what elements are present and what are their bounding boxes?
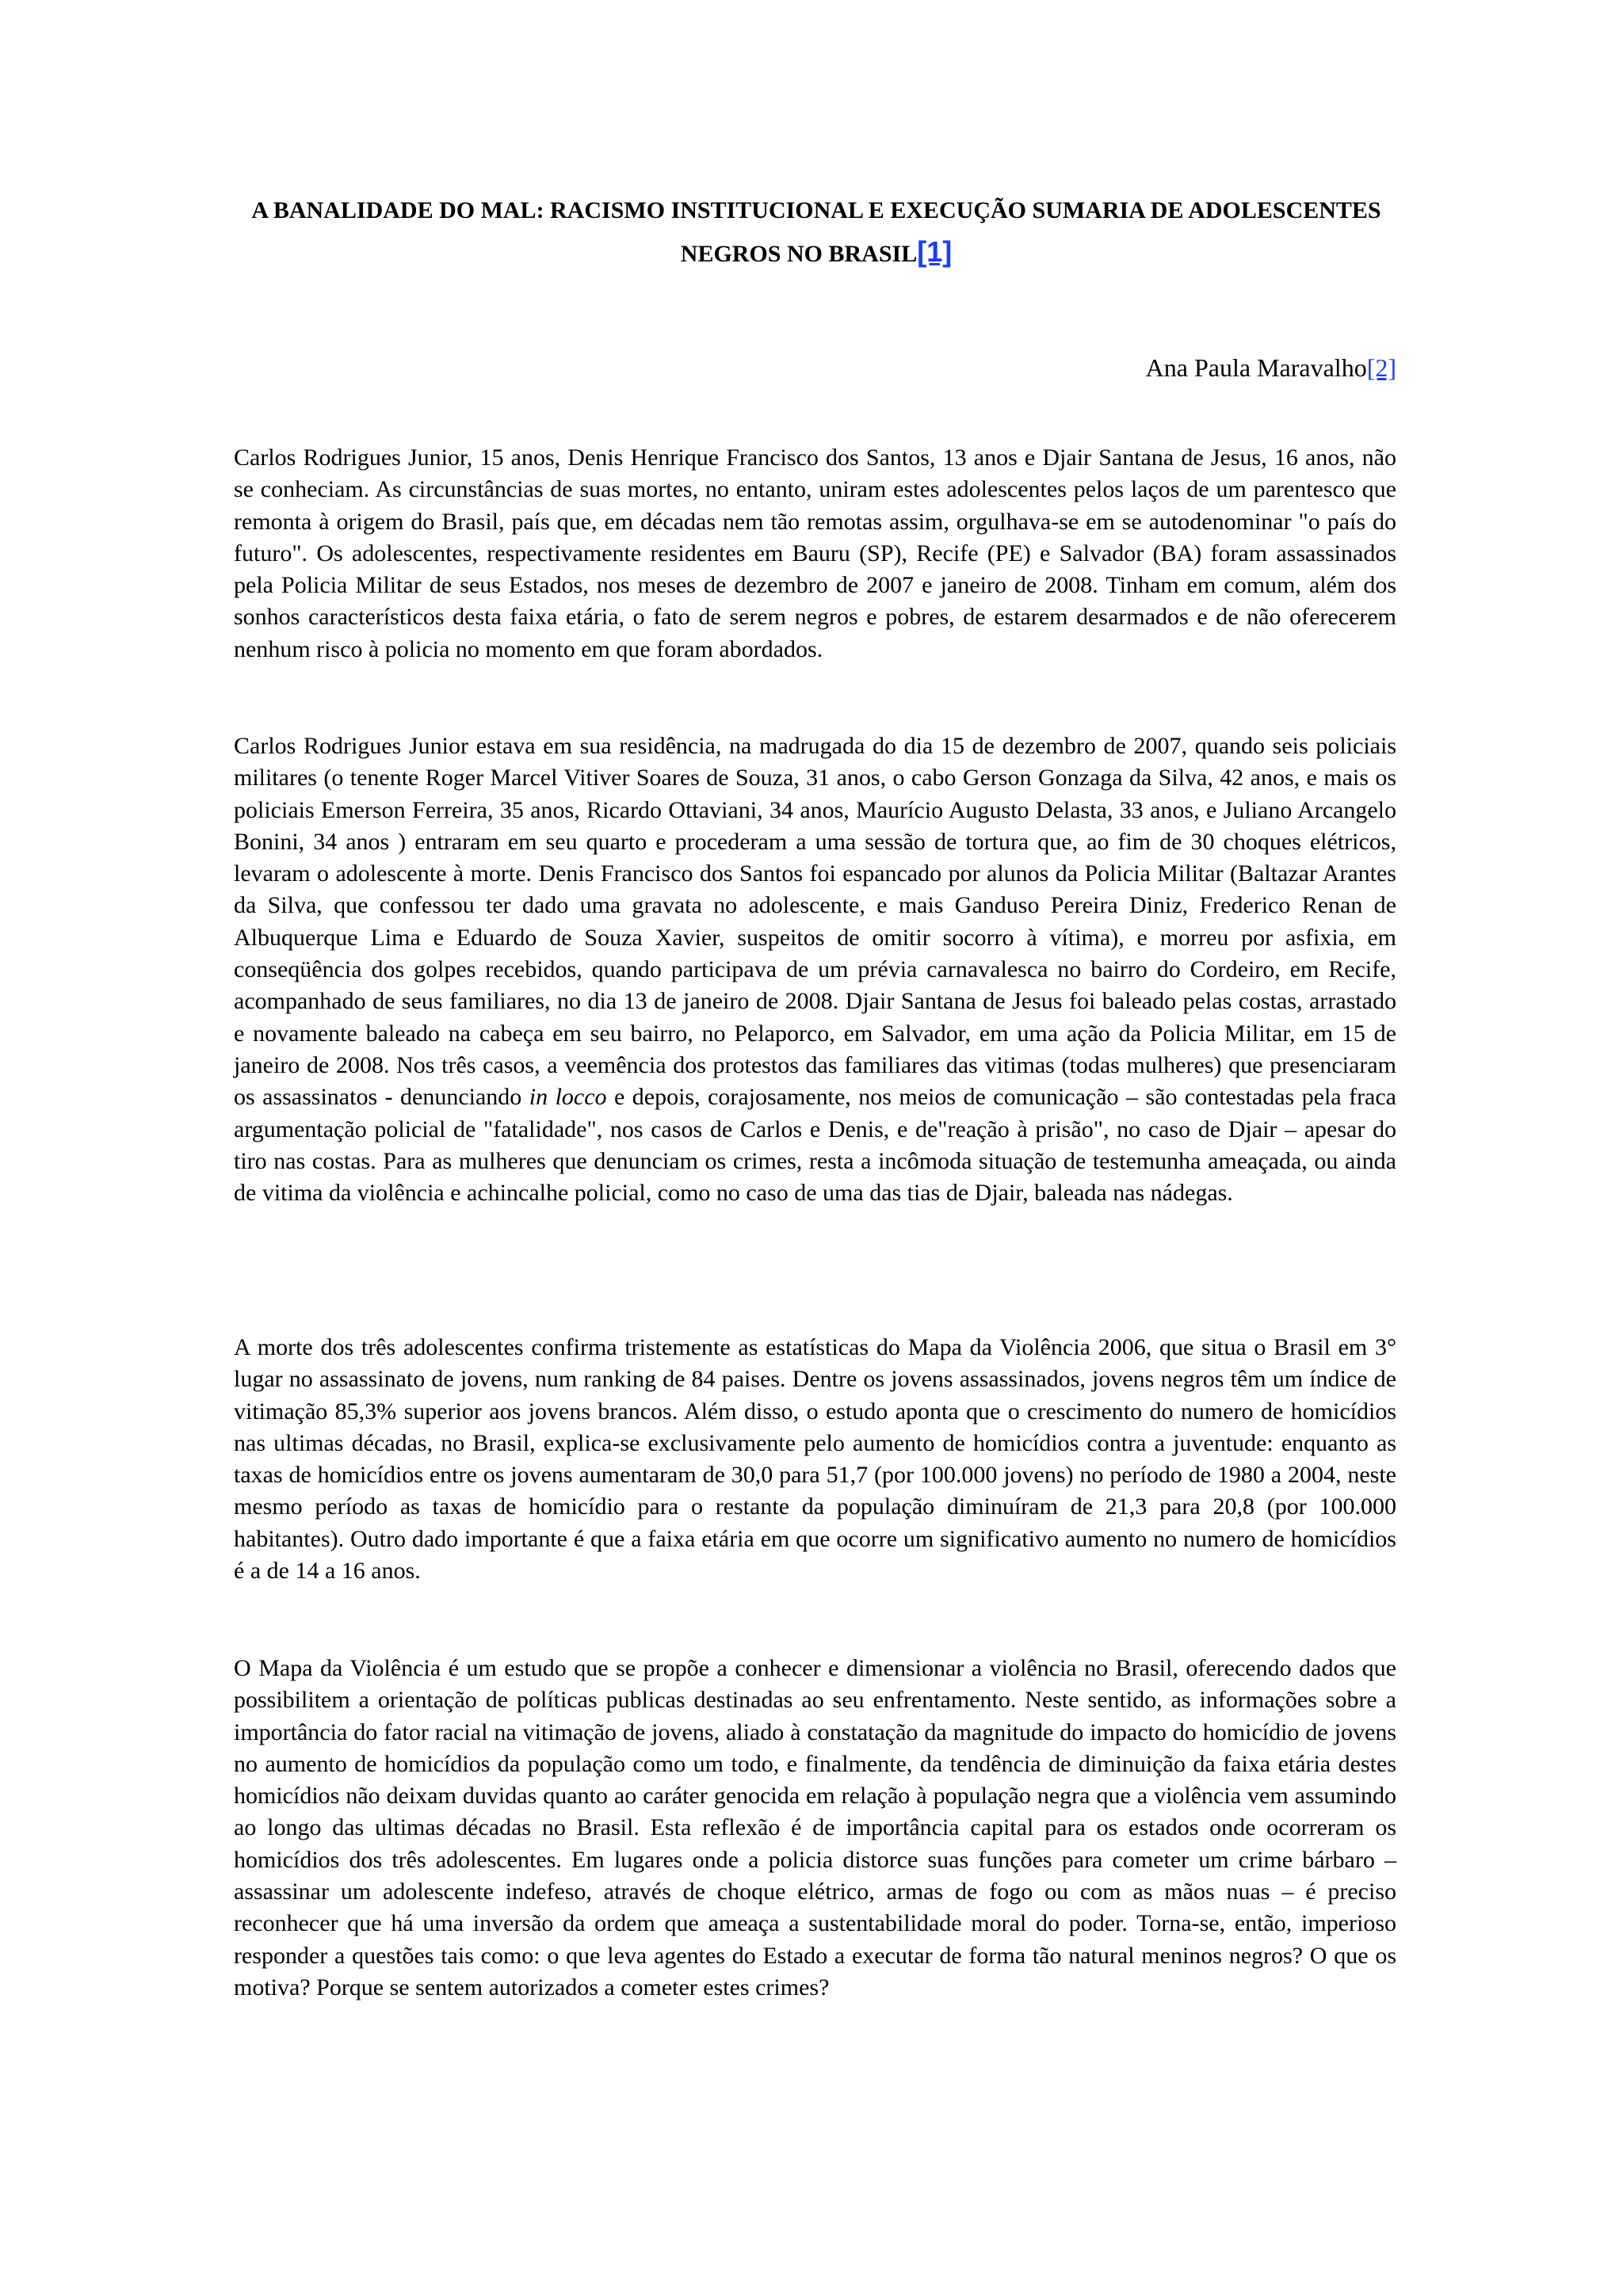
title-footnote-link[interactable]: [1] bbox=[917, 235, 953, 268]
paragraph-2-italic: in locco bbox=[529, 1084, 607, 1111]
author-line bbox=[1146, 352, 1396, 383]
paragraph-2 bbox=[234, 730, 1396, 1209]
author-footnote-link[interactable]: [2] bbox=[1366, 353, 1396, 382]
author-name: Ana Paula Maravalho bbox=[1145, 353, 1367, 382]
paragraph-1: Carlos Rodrigues Junior, 15 anos, Denis Henrique Francisco dos Santos, 13 anos e Djair Santana de Jesus, 16 anos, não se conheciam. As circunstâncias de suas mortes, no entanto, uniram estes adolescentes pelos laços de um parentesco que remonta à origem do Brasil, país que, em décadas nem tão remotas assim, orgulhava-se em se autodenominar "o país do futuro". Os adolescentes, respectivamente residentes em Bauru (SP), Recife (PE) e Salvador (BA) foram assassinados pela Policia Militar de seus Estados, nos meses de dezembro de 2007 e janeiro de 2008. Tinham em comum, além dos sonhos característicos desta faixa etária, o fato de serem negros e pobres, de estarem desarmados e de não oferecerem nenhum risco à policia no momento em que foram abordados. bbox=[234, 444, 1396, 662]
title-text: A BANALIDADE DO MAL: RACISMO INSTITUCIONAL E EXECUÇÃO SUMARIA DE ADOLESCENTES NEGROS NO BRASIL bbox=[251, 197, 1381, 267]
paragraph-4: O Mapa da Violência é um estudo que se propõe a conhecer e dimensionar a violência no Brasil, oferecendo dados que possibilitem a orientação de políticas publicas destinadas ao seu enfrentamento. Neste sentido, as informações sobre a importância do fator racial na vitimação de jovens, aliado à constatação da magnitude do impacto do homicídio de jovens no aumento de homicídios da população como um todo, e finalmente, da tendência de diminuição da faixa etária destes homicídios não deixam duvidas quanto ao caráter genocida em relação à população negra que a violência vem assumindo ao longo das ultimas décadas no Brasil. Esta reflexão é de importância capital para os estados onde ocorreram os homicídios dos três adolescentes. Em lugares onde a policia distorce suas funções para cometer um crime bárbaro – assassinar um adolescente indefeso, através de choque elétrico, armas de fogo ou com as mãos nuas – é preciso reconhecer que há uma inversão da ordem que ameaça a sustentabilidade moral do poder. Torna-se, então, imperioso responder a questões tais como: o que leva agentes do Estado a executar de forma tão natural meninos negros? O que os motiva? Porque se sentem autorizados a cometer estes crimes? bbox=[234, 1655, 1396, 2000]
document-title bbox=[238, 190, 1395, 275]
paragraph-2-text-a: Carlos Rodrigues Junior estava em sua residência, na madrugada do dia 15 de dezembro de 2007, quando seis policiais militares (o tenente Roger Marcel Vitiver Soares de Souza, 31 anos, o cabo Gerson Gonzaga da Silva, 42 anos, e mais os policiais Emerson Ferreira, 35 anos, Ricardo Ottaviani, 34 anos, Maurício Augusto Delasta, 33 anos, e Juliano Arcangelo Bonini, 34 anos ) entraram em seu quarto e procederam a uma sessão de tortura que, ao fim de 30 choques elétricos, levaram o adolescente à morte. Denis Francisco dos Santos foi espancado por alunos da Policia Militar (Baltazar Arantes da Silva, que confessou ter dado uma gravata no adolescente, e mais Ganduso Pereira Diniz, Frederico Renan de Albuquerque Lima e Eduardo de Souza Xavier, suspeitos de omitir socorro à vítima), e morreu por asfixia, em conseqüência dos golpes recebidos, quando participava de um prévia carnavalesca no bairro do Cordeiro, em Recife, acompanhado de seus familiares, no dia 13 de janeiro de 2008. Djair Santana de Jesus foi baleado pelas costas, arrastado e novamente baleado na cabeça em seu bairro, no Pelaporco, em Salvador, em uma ação da Policia Militar, em 15 de janeiro de 2008. Nos três casos, a veemência dos protestos das familiares das vitimas (todas mulheres) que presenciaram os assassinatos - denunciando bbox=[234, 733, 1396, 1111]
paragraph-2-text-b: e depois, corajosamente, nos meios de comunicação – são contestadas pela fraca argumentação policial de "fatalidade", nos casos de Carlos e Denis, e de"reação à prisão", no caso de Djair – apesar do tiro nas costas. Para as mulheres que denunciam os crimes, resta a incômoda situação de testemunha ameaçada, ou ainda de vitima da violência e achincalhe policial, como no caso de uma das tias de Djair, baleada nas nádegas. bbox=[234, 1084, 1396, 1207]
paragraph-3: A morte dos três adolescentes confirma tristemente as estatísticas do Mapa da Violência 2006, que situa o Brasil em 3° lugar no assassinato de jovens, num ranking de 84 paises. Dentre os jovens assassinados, jovens negros têm um índice de vitimação 85,3% superior aos jovens brancos. Além disso, o estudo aponta que o crescimento do numero de homicídios nas ultimas décadas, no Brasil, explica-se exclusivamente pelo aumento de homicídios contra a juventude: enquanto as taxas de homicídios entre os jovens aumentaram de 30,0 para 51,7 (por 100.000 jovens) no período de 1980 a 2004, neste mesmo período as taxas de homicídio para o restante da população diminuíram de 21,3 para 20,8 (por 100.000 habitantes). Outro dado importante é que a faixa etária em que ocorre um significativo aumento no numero de homicídios é a de 14 a 16 anos. bbox=[234, 1334, 1396, 1585]
